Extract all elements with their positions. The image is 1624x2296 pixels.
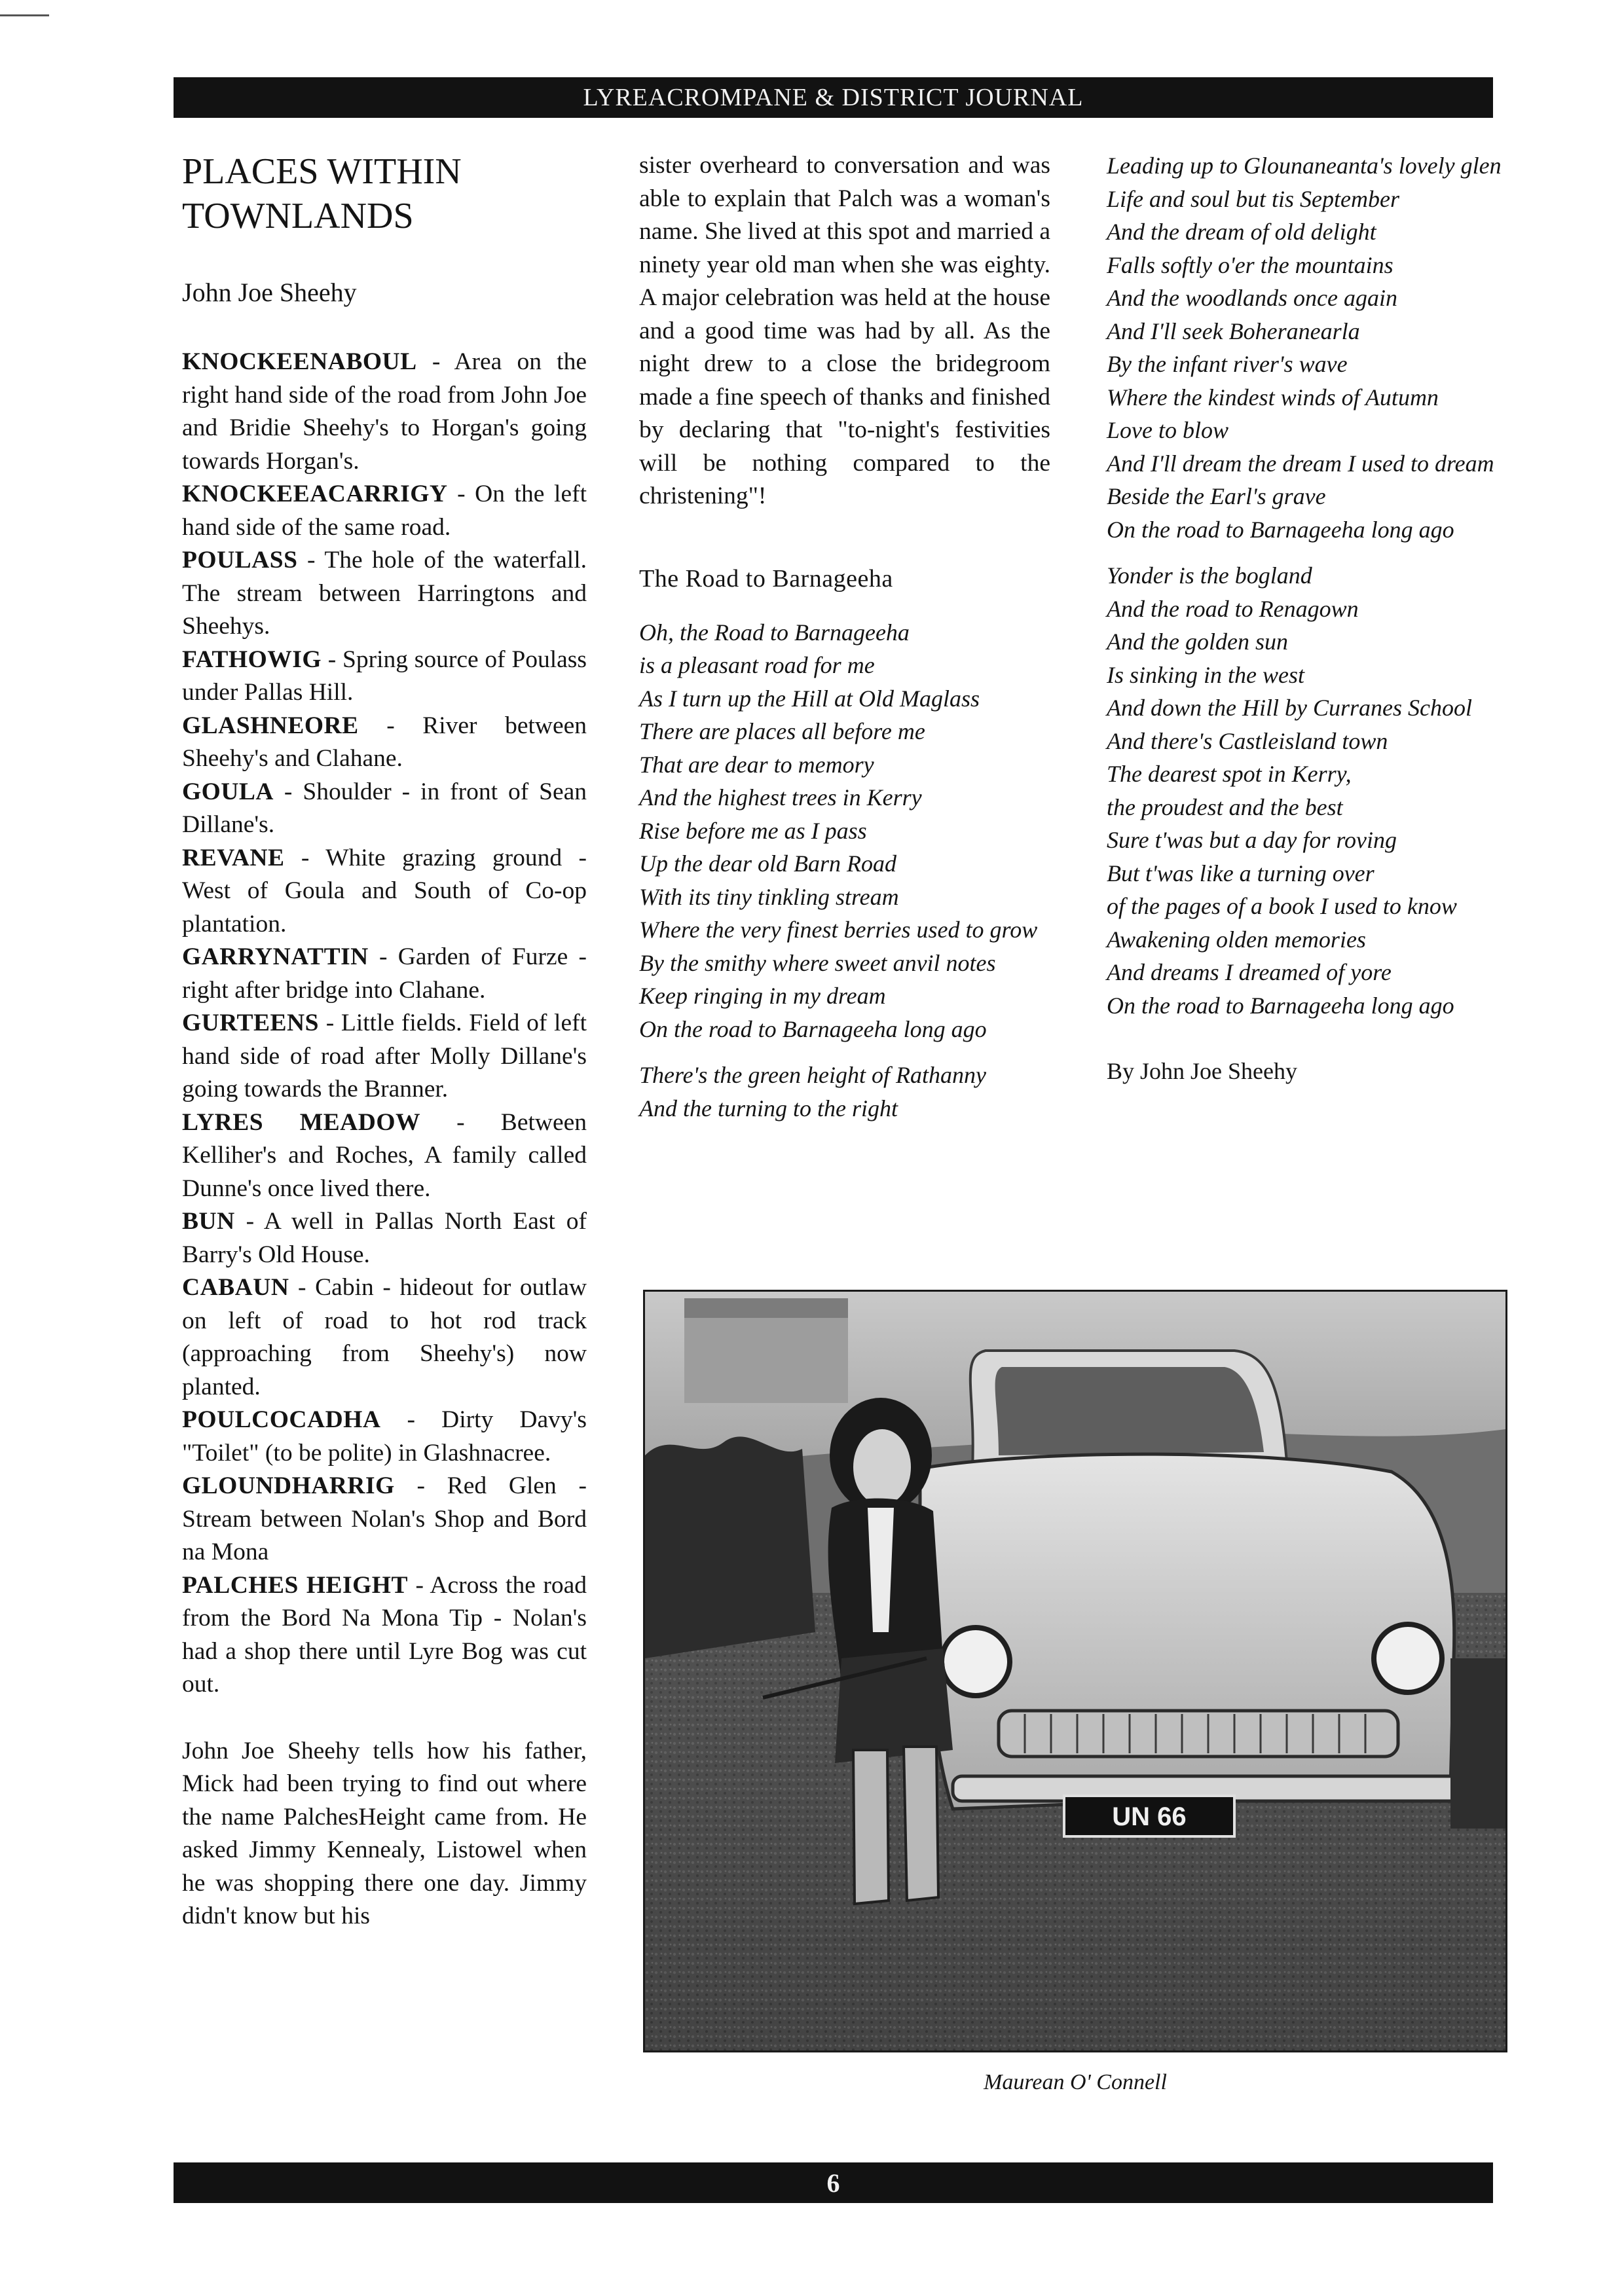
townland-entry xyxy=(182,544,587,644)
townland-description: - Garden of Furze - right after bridge into Clahane. xyxy=(182,943,587,1004)
townland-description: - River between Sheehy's and Clahane. xyxy=(182,712,587,772)
townland-entry xyxy=(182,346,587,478)
townland-term: GLOUNDHARRIG xyxy=(182,1472,395,1499)
poem-line: With its tiny tinkling stream xyxy=(639,883,899,910)
townland-entry xyxy=(182,478,587,544)
townland-term: POULCOCADHA xyxy=(182,1406,381,1433)
poem-line: of the pages of a book I used to know xyxy=(1107,893,1457,919)
poem-line: And I'll dream the dream I used to dream xyxy=(1107,450,1494,477)
poem-line: Oh, the Road to Barnageeha xyxy=(639,619,910,646)
townland-entry xyxy=(182,1205,587,1271)
poem-line: And dreams I dreamed of yore xyxy=(1107,959,1392,985)
townland-entry xyxy=(182,1271,587,1404)
photo-bushes xyxy=(645,1436,815,1658)
poem-line: And down the Hill by Curranes School xyxy=(1107,695,1472,721)
poem-line: Up the dear old Barn Road xyxy=(639,850,896,877)
townland-entry xyxy=(182,1470,587,1569)
poem-line: By the smithy where sweet anvil notes xyxy=(639,949,996,976)
article-title: PLACES WITHIN TOWNLANDS xyxy=(182,151,462,236)
poem-line: Love to blow xyxy=(1107,417,1228,443)
townland-description: - Little fields. Field of left hand side of road after Molly Dillane's going towards the Branner. xyxy=(182,1010,587,1102)
poem-line: is a pleasant road for me xyxy=(639,652,875,678)
townland-description: - The hole of the waterfall. The stream between Harringtons and Sheehys. xyxy=(182,547,587,640)
townland-entry xyxy=(182,1106,587,1206)
poem-line: On the road to Barnageeha long ago xyxy=(1107,516,1454,543)
poem-line: Falls softly o'er the mountains xyxy=(1107,251,1393,278)
townland-term: LYRES MEADOW xyxy=(182,1108,420,1136)
story-paragraph-continued: sister overheard to conversation and was able to explain that Palch was a woman's name. She lived at this spot and married a ninety year old man when she was eighty. A major celebration was held at the house and a good time was had by all. As the night drew to a close the bridegroom made a fine speech of thanks and finished by declaring that "to-night's festivities will be nothing compared to the christening"! xyxy=(639,152,1050,509)
poem-line: That are dear to memory xyxy=(639,751,874,778)
corner-mark xyxy=(0,14,49,16)
townland-list xyxy=(182,346,587,1933)
journal-header xyxy=(174,77,1493,118)
poem-line: As I turn up the Hill at Old Maglass xyxy=(639,685,980,712)
poem-line: On the road to Barnageeha long ago xyxy=(1107,992,1454,1019)
poem-line: Sure t'was but a day for roving xyxy=(1107,827,1397,853)
poem-line: There are places all before me xyxy=(639,718,925,744)
poem-line: Yonder is the bogland xyxy=(1107,562,1312,589)
page-number: 6 xyxy=(826,2168,840,2198)
townland-description: - Cabin - hideout for outlaw on left of road to hot rod track (approaching from Sheehy's) now planted. xyxy=(182,1274,587,1400)
poem-line: And the road to Renagown xyxy=(1107,595,1359,622)
townland-entry xyxy=(182,644,587,710)
photo-car-headlight xyxy=(1374,1624,1442,1692)
townland-description: - Shoulder - in front of Sean Dillane's. xyxy=(182,778,587,838)
journal-title: LYREACROMPANE & DISTRICT JOURNAL xyxy=(583,84,1084,111)
poem-line: And the golden sun xyxy=(1107,629,1288,655)
poem-line: And the woodlands once again xyxy=(1107,285,1397,311)
townland-description: - Red Glen - Stream between Nolan's Shop and Bord na Mona xyxy=(182,1472,587,1565)
photo-car-headlight xyxy=(942,1628,1010,1696)
townland-term: CABAUN xyxy=(182,1274,289,1301)
poem-line: Where the very finest berries used to grow xyxy=(639,917,1038,943)
poem-title: The Road to Barnageeha xyxy=(639,564,893,592)
townland-description: - On the left hand side of the same road. xyxy=(182,481,587,541)
townland-entry xyxy=(182,710,587,776)
townland-term: REVANE xyxy=(182,844,285,871)
townland-entry xyxy=(182,941,587,1007)
townland-description: - White grazing ground - West of Goula and South of Co-op plantation. xyxy=(182,844,587,938)
photo-illustration xyxy=(645,1292,1505,2050)
townland-term: PALCHES HEIGHT xyxy=(182,1571,408,1599)
townland-description: - Between Kelliher's and Roches, A family called Dunne's once lived there. xyxy=(182,1108,587,1202)
poem-stanza xyxy=(639,1059,1050,1125)
townland-description: - Dirty Davy's "Toilet" (to be polite) in Glashnacree. xyxy=(182,1406,587,1467)
townland-term: KNOCKEENABOUL xyxy=(182,348,417,375)
townland-entry xyxy=(182,1569,587,1702)
photo-caption: Maurean O' Connell xyxy=(984,2070,1167,2094)
townland-description: - A well in Pallas North East of Barry's Old House. xyxy=(182,1208,587,1268)
poem-line: Leading up to Glounaneanta's lovely glen xyxy=(1107,153,1502,179)
poem-line: Beside the Earl's grave xyxy=(1107,483,1326,509)
article-column-3 xyxy=(1107,149,1526,1087)
townland-entry xyxy=(182,1404,587,1470)
townland-description: - Across the road from the Bord Na Mona Tip - Nolan's had a shop there until Lyre Bog was cut out. xyxy=(182,1571,587,1698)
poem-stanza xyxy=(1107,559,1526,1022)
poem-line: On the road to Barnageeha long ago xyxy=(639,1015,987,1042)
poem-line: And I'll seek Boheranearla xyxy=(1107,318,1360,344)
poem-line: But t'was like a turning over xyxy=(1107,860,1375,886)
poem-line: There's the green height of Rathanny xyxy=(639,1062,986,1088)
poem-line: And the turning to the right xyxy=(639,1095,898,1121)
article-column-1 xyxy=(182,149,587,1933)
poem-line: And the dream of old delight xyxy=(1107,219,1376,245)
poem-stanza xyxy=(1107,149,1526,546)
poem-line: the proudest and the best xyxy=(1107,793,1343,820)
townland-entry xyxy=(182,1007,587,1106)
poem-line: Is sinking in the west xyxy=(1107,661,1304,688)
article-column-2 xyxy=(639,149,1050,1125)
poem-line: Rise before me as I pass xyxy=(639,817,867,844)
townland-term: GURTEENS xyxy=(182,1010,319,1036)
townland-term: GLASHNEORE xyxy=(182,712,359,739)
poem-line: And the highest trees in Kerry xyxy=(639,784,922,811)
townland-entry xyxy=(182,776,587,842)
townland-term: POULASS xyxy=(182,547,298,574)
poem-line: Awakening olden memories xyxy=(1107,926,1366,953)
poem-line: The dearest spot in Kerry, xyxy=(1107,761,1352,787)
poem-line: By the infant river's wave xyxy=(1107,351,1348,377)
townland-entry xyxy=(182,842,587,941)
photo-person-face xyxy=(853,1429,911,1505)
poem-line: Keep ringing in my dream xyxy=(639,983,886,1009)
story-paragraph-start: John Joe Sheehy tells how his father, Mick had been trying to find out where the name PalchesHeight came from. He asked Jimmy Kennealy, Listowel when he was shopping there one day. Jimmy didn't know but his xyxy=(182,1737,587,1929)
photograph xyxy=(643,1290,1507,2052)
poem-byline: By John Joe Sheehy xyxy=(1107,1058,1297,1084)
townland-term: BUN xyxy=(182,1208,235,1235)
townland-term: GOULA xyxy=(182,778,274,805)
poem-line: Where the kindest winds of Autumn xyxy=(1107,384,1439,410)
page-footer xyxy=(174,2162,1493,2203)
townland-description: - Spring source of Poulass under Pallas Hill. xyxy=(182,646,587,706)
poem-line: And there's Castleisland town xyxy=(1107,727,1388,754)
townland-term: KNOCKEEACARRIGY xyxy=(182,481,448,507)
poem-line: Life and soul but tis September xyxy=(1107,185,1399,212)
photo-number-plate-text: UN 66 xyxy=(1112,1802,1187,1831)
townland-term: GARRYNATTIN xyxy=(182,943,369,970)
poem-stanza xyxy=(639,616,1050,1046)
article-author: John Joe Sheehy xyxy=(182,278,357,307)
photo-car-windshield xyxy=(995,1367,1264,1455)
townland-term: FATHOWIG xyxy=(182,646,322,673)
townland-description: - Area on the right hand side of the road from John Joe and Bridie Sheehy's to Horgan's going towards Horgan's. xyxy=(182,348,587,475)
